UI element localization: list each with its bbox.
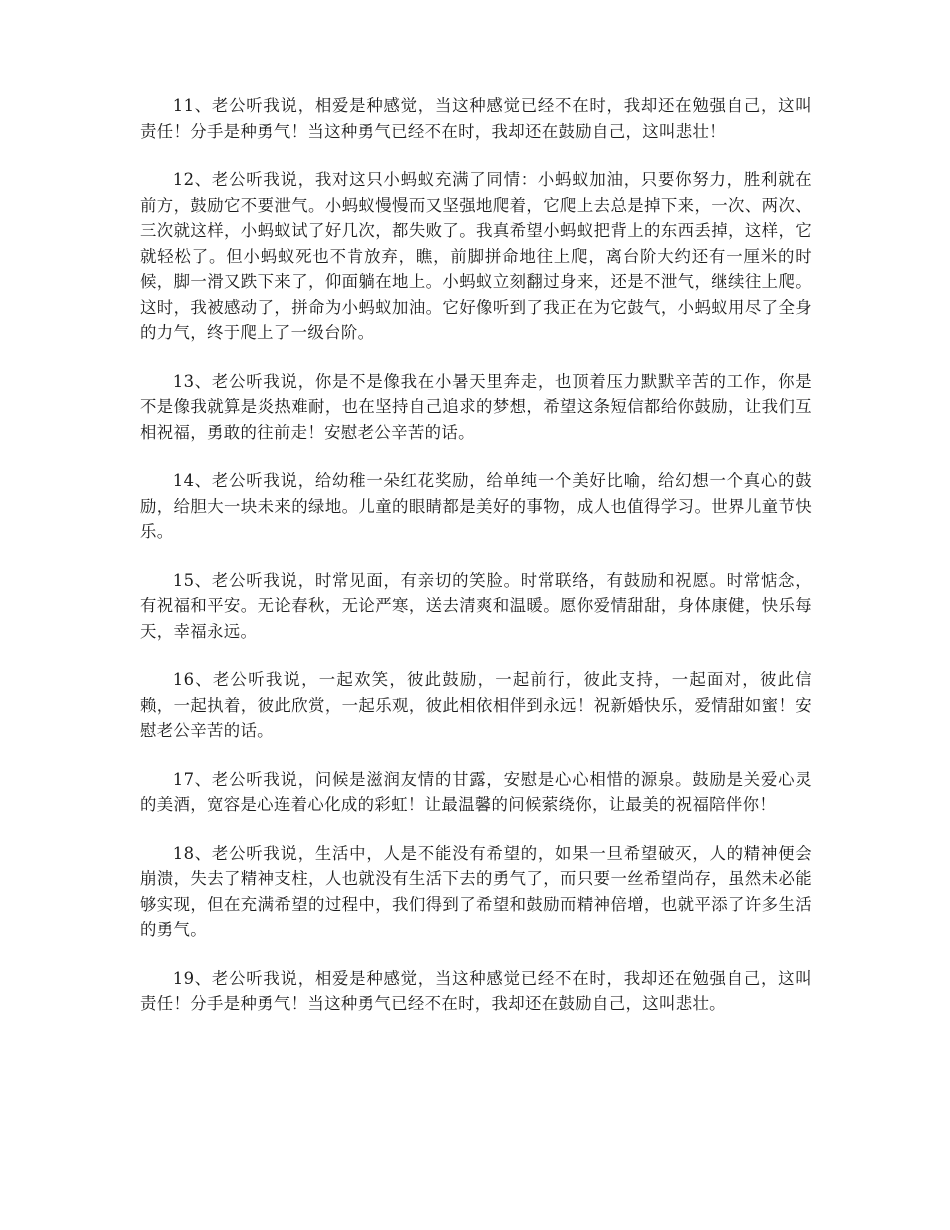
paragraph-11: 11、老公听我说，相爱是种感觉，当这种感觉已经不在时，我却还在勉强自己，这叫责任！分手是种勇气！当这种勇气已经不在时，我却还在鼓励自己，这叫悲壮！ [140,96,812,141]
paragraph-14: 14、老公听我说，给幼稚一朵红花奖励，给单纯一个美好比喻，给幻想一个真心的鼓励，给胆大一块未来的绿地。儿童的眼睛都是美好的事物，成人也值得学习。世界儿童节快乐。 [140,471,812,541]
paragraph-17: 17、老公听我说，问候是滋润友情的甘露，安慰是心心相惜的源泉。鼓励是关爱心灵的美酒，宽容是心连着心化成的彩虹！让最温馨的问候萦绕你，让最美的祝福陪伴你！ [140,769,812,814]
paragraph-19: 19、老公听我说，相爱是种感觉，当这种感觉已经不在时，我却还在勉强自己，这叫责任！分手是种勇气！当这种勇气已经不在时，我却还在鼓励自己，这叫悲壮。 [140,968,812,1013]
document-body [140,93,812,1040]
paragraph-12: 12、老公听我说，我对这只小蚂蚁充满了同情：小蚂蚁加油，只要你努力，胜利就在前方，鼓励它不要泄气。小蚂蚁慢慢而又坚强地爬着，它爬上去总是掉下来，一次、两次、三次就这样，小蚂蚁试了好几次，都失败了。我真希望小蚂蚁把背上的东西丢掉，这样，它就轻松了。但小蚂蚁死也不肯放弃，瞧，前脚拼命地往上爬，离台阶大约还有一厘米的时候，脚一滑又跌下来了，仰面躺在地上。小蚂蚁立刻翻过身来，还是不泄气，继续往上爬。这时，我被感动了，拼命为小蚂蚁加油。它好像听到了我正在为它鼓气，小蚂蚁用尽了全身的力气，终于爬上了一级台阶。 [140,170,812,342]
paragraph-15: 15、老公听我说，时常见面，有亲切的笑脸。时常联络，有鼓励和祝愿。时常惦念，有祝福和平安。无论春秋，无论严寒，送去清爽和温暖。愿你爱情甜甜，身体康健，快乐每天，幸福永远。 [140,570,812,641]
paragraph-13: 13、老公听我说，你是不是像我在小暑天里奔走，也顶着压力默默辛苦的工作，你是不是像我就算是炎热难耐，也在坚持自己追求的梦想，希望这条短信都给你鼓励，让我们互相祝福，勇敢的往前走！安慰老公辛苦的话。 [140,371,812,442]
paragraph-18: 18、老公听我说，生活中，人是不能没有希望的，如果一旦希望破灭，人的精神便会崩溃，失去了精神支柱，人也就没有生活下去的勇气了，而只要一丝希望尚存，虽然未必能够实现，但在充满希望的过程中，我们得到了希望和鼓励而精神倍增，也就平添了许多生活的勇气。 [140,843,812,939]
paragraph-16: 16、老公听我说，一起欢笑，彼此鼓励，一起前行，彼此支持，一起面对，彼此信赖，一起执着，彼此欣赏，一起乐观，彼此相依相伴到永远！祝新婚快乐，爱情甜如蜜！安慰老公辛苦的话。 [140,670,812,740]
